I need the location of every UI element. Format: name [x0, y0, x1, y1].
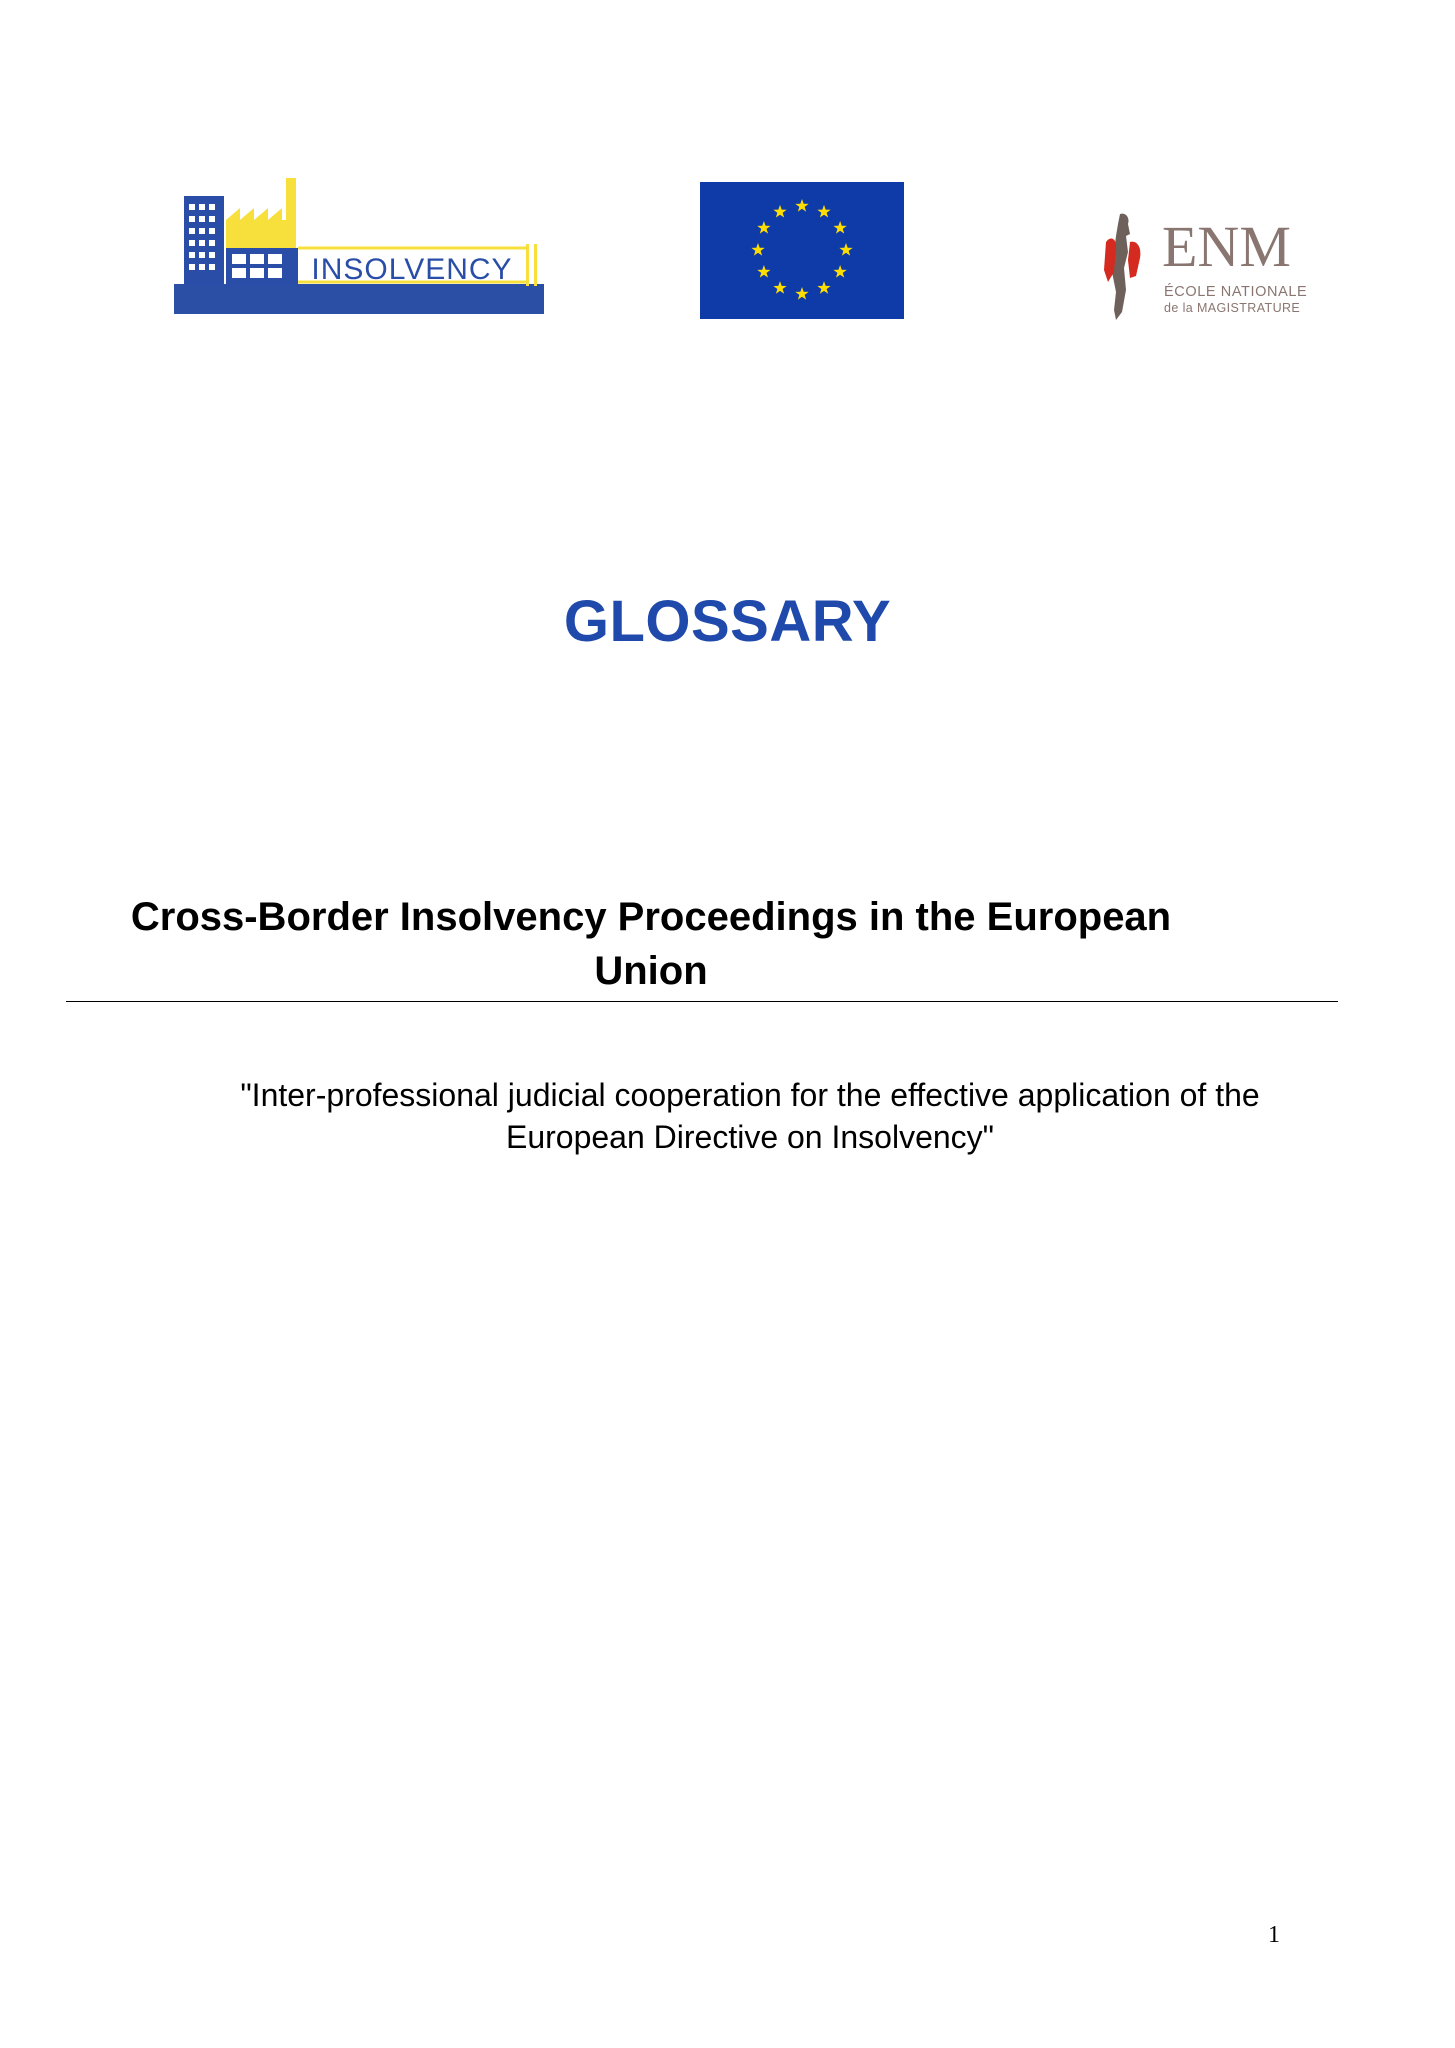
document-subtitle-line2: European Directive on Insolvency" [505, 1119, 995, 1155]
document-subtitle-line1: "Inter-professional judicial cooperation for the effective application of the [240, 1077, 1260, 1113]
eu-flag-logo [700, 182, 904, 319]
document-subtitle [150, 1074, 1350, 1158]
glossary-heading: GLOSSARY [563, 589, 892, 654]
page-number: 1 [1268, 1922, 1280, 1948]
document-title-line1: Cross-Border Insolvency Proceedings in the European [130, 895, 1172, 939]
insolvency-logo-text: INSOLVENCY [311, 253, 513, 286]
title-divider [66, 1001, 1338, 1002]
enm-logo-name: ENM [1162, 214, 1291, 279]
insolvency-logo [174, 178, 544, 314]
document-title-line2: Union [594, 949, 708, 993]
enm-logo [1100, 212, 1324, 328]
document-title [66, 890, 1336, 998]
enm-logo-line2: de la MAGISTRATURE [1164, 301, 1301, 315]
enm-logo-line1: ÉCOLE NATIONALE [1164, 284, 1308, 300]
